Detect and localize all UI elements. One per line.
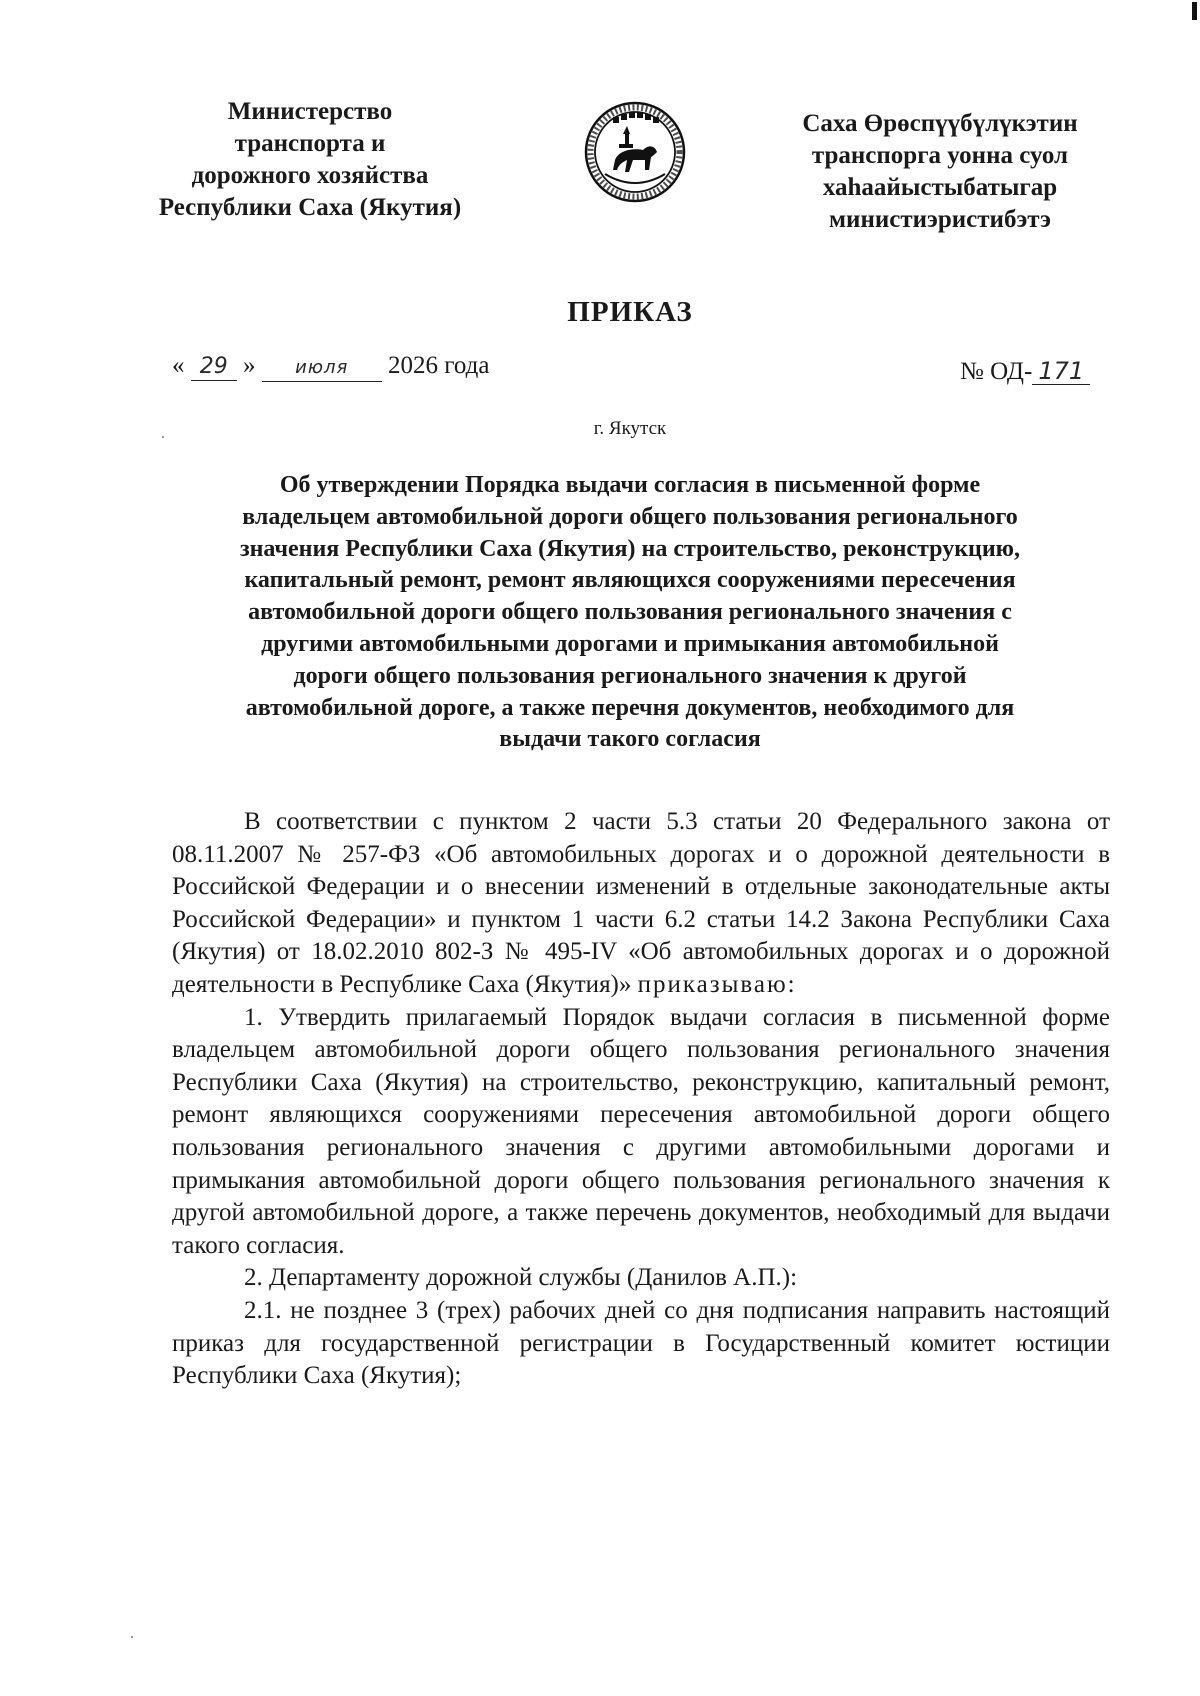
- ministry-ru-line: транспорта и: [234, 130, 386, 157]
- date-year: 2026 года: [388, 352, 490, 379]
- ministry-sah-line: хаһаайыстыбатыгар: [822, 174, 1058, 201]
- order-number-prefix: № ОД-: [960, 358, 1033, 385]
- scan-speck: [131, 1636, 133, 1638]
- order-date: [172, 352, 489, 382]
- subject-line: другими автомобильными дорогами и примыкания автомобильной: [261, 630, 999, 657]
- ministry-ru-line: дорожного хозяйства: [191, 162, 429, 189]
- ministry-name-russian: [140, 96, 480, 224]
- subject-line: дороги общего пользования регионального значения к другой: [293, 662, 967, 689]
- order-item-2: 2. Департаменту дорожной службы (Данилов А.П.):: [244, 1264, 798, 1292]
- ministry-name-yakut: [775, 108, 1105, 236]
- date-close-quote: »: [243, 352, 256, 379]
- document-title: ПРИКАЗ: [567, 296, 693, 328]
- subject-line: значения Республики Саха (Якутия) на строительство, реконструкцию,: [239, 535, 1021, 562]
- subject-line: владельцем автомобильной дороги общего пользования регионального: [242, 503, 1018, 530]
- date-month-handwritten: июля: [262, 355, 382, 382]
- date-day-handwritten: 29: [191, 354, 237, 381]
- ministry-sah-line: министиэристибэтэ: [829, 206, 1051, 233]
- order-item-1: 1. Утвердить прилагаемый Порядок выдачи согласия в письменной форме владельцем автомобильной дороги общего пользования регионального значения Республики Саха (Якутия) на строительство, реконструкцию, капитальный ремонт, ремонт являющихся сооружениями пересечения автомобильной дороги общего пользования регионального значения с другими автомобильными дорогами и примыкания автомобильной дороги общего пользования регионального значения к другой автомобильной дороге, а также перечень документов, необходимый для выдачи такого согласия.: [172, 1003, 1110, 1259]
- date-open-quote: «: [172, 352, 185, 379]
- subject-line: автомобильной дороге, а также перечня документов, необходимого для: [245, 694, 1015, 721]
- preamble-text: В соответствии с пунктом 2 части 5.3 статьи 20 Федерального закона от 08.11.2007 № 257-ФЗ «Об автомобильных дорогах и о дорожной деятельности в Российской Федерации и о внесении изменений в отдельные законодательные акты Российской Федерации» и пунктом 1 части 6.2 статьи 14.2 Закона Республики Саха (Якутия) от 18.02.2010 802-З № 495-IV «Об автомобильных дорогах и о дорожной деятельности в Республике Саха (Якутия)»: [172, 808, 1110, 998]
- subject-line: капитальный ремонт, ремонт являющихся сооружениями пересечения: [244, 567, 1016, 594]
- order-subject: [170, 470, 1090, 756]
- ministry-ru-line: Республики Саха (Якутия): [158, 194, 462, 221]
- order-number-handwritten: 171: [1032, 358, 1090, 385]
- order-item-2-1: 2.1. не позднее 3 (трех) рабочих дней со дня подписания направить настоящий приказ для государственной регистрации в Государственный комитет юстиции Республики Саха (Якутия);: [172, 1296, 1110, 1390]
- preamble-paragraph: [172, 806, 1110, 1002]
- subject-line: автомобильной дороги общего пользования регионального значения с: [248, 599, 1012, 626]
- ministry-sah-line: транспорга уонна суол: [811, 142, 1069, 169]
- scan-mark: [1192, 2, 1197, 20]
- subject-line: Об утверждении Порядка выдачи согласия в письменной форме: [279, 472, 981, 498]
- coat-of-arms-icon: [583, 100, 687, 204]
- order-verb: приказываю:: [637, 970, 797, 998]
- issue-city: г. Якутск: [593, 418, 667, 439]
- subject-line: выдачи такого согласия: [499, 726, 761, 753]
- order-number: [960, 358, 1090, 386]
- ministry-sah-line: Саха Өрөспүүбүлүкэтин: [802, 110, 1078, 137]
- order-body: [172, 806, 1110, 1393]
- ministry-ru-line: Министерство: [227, 98, 393, 125]
